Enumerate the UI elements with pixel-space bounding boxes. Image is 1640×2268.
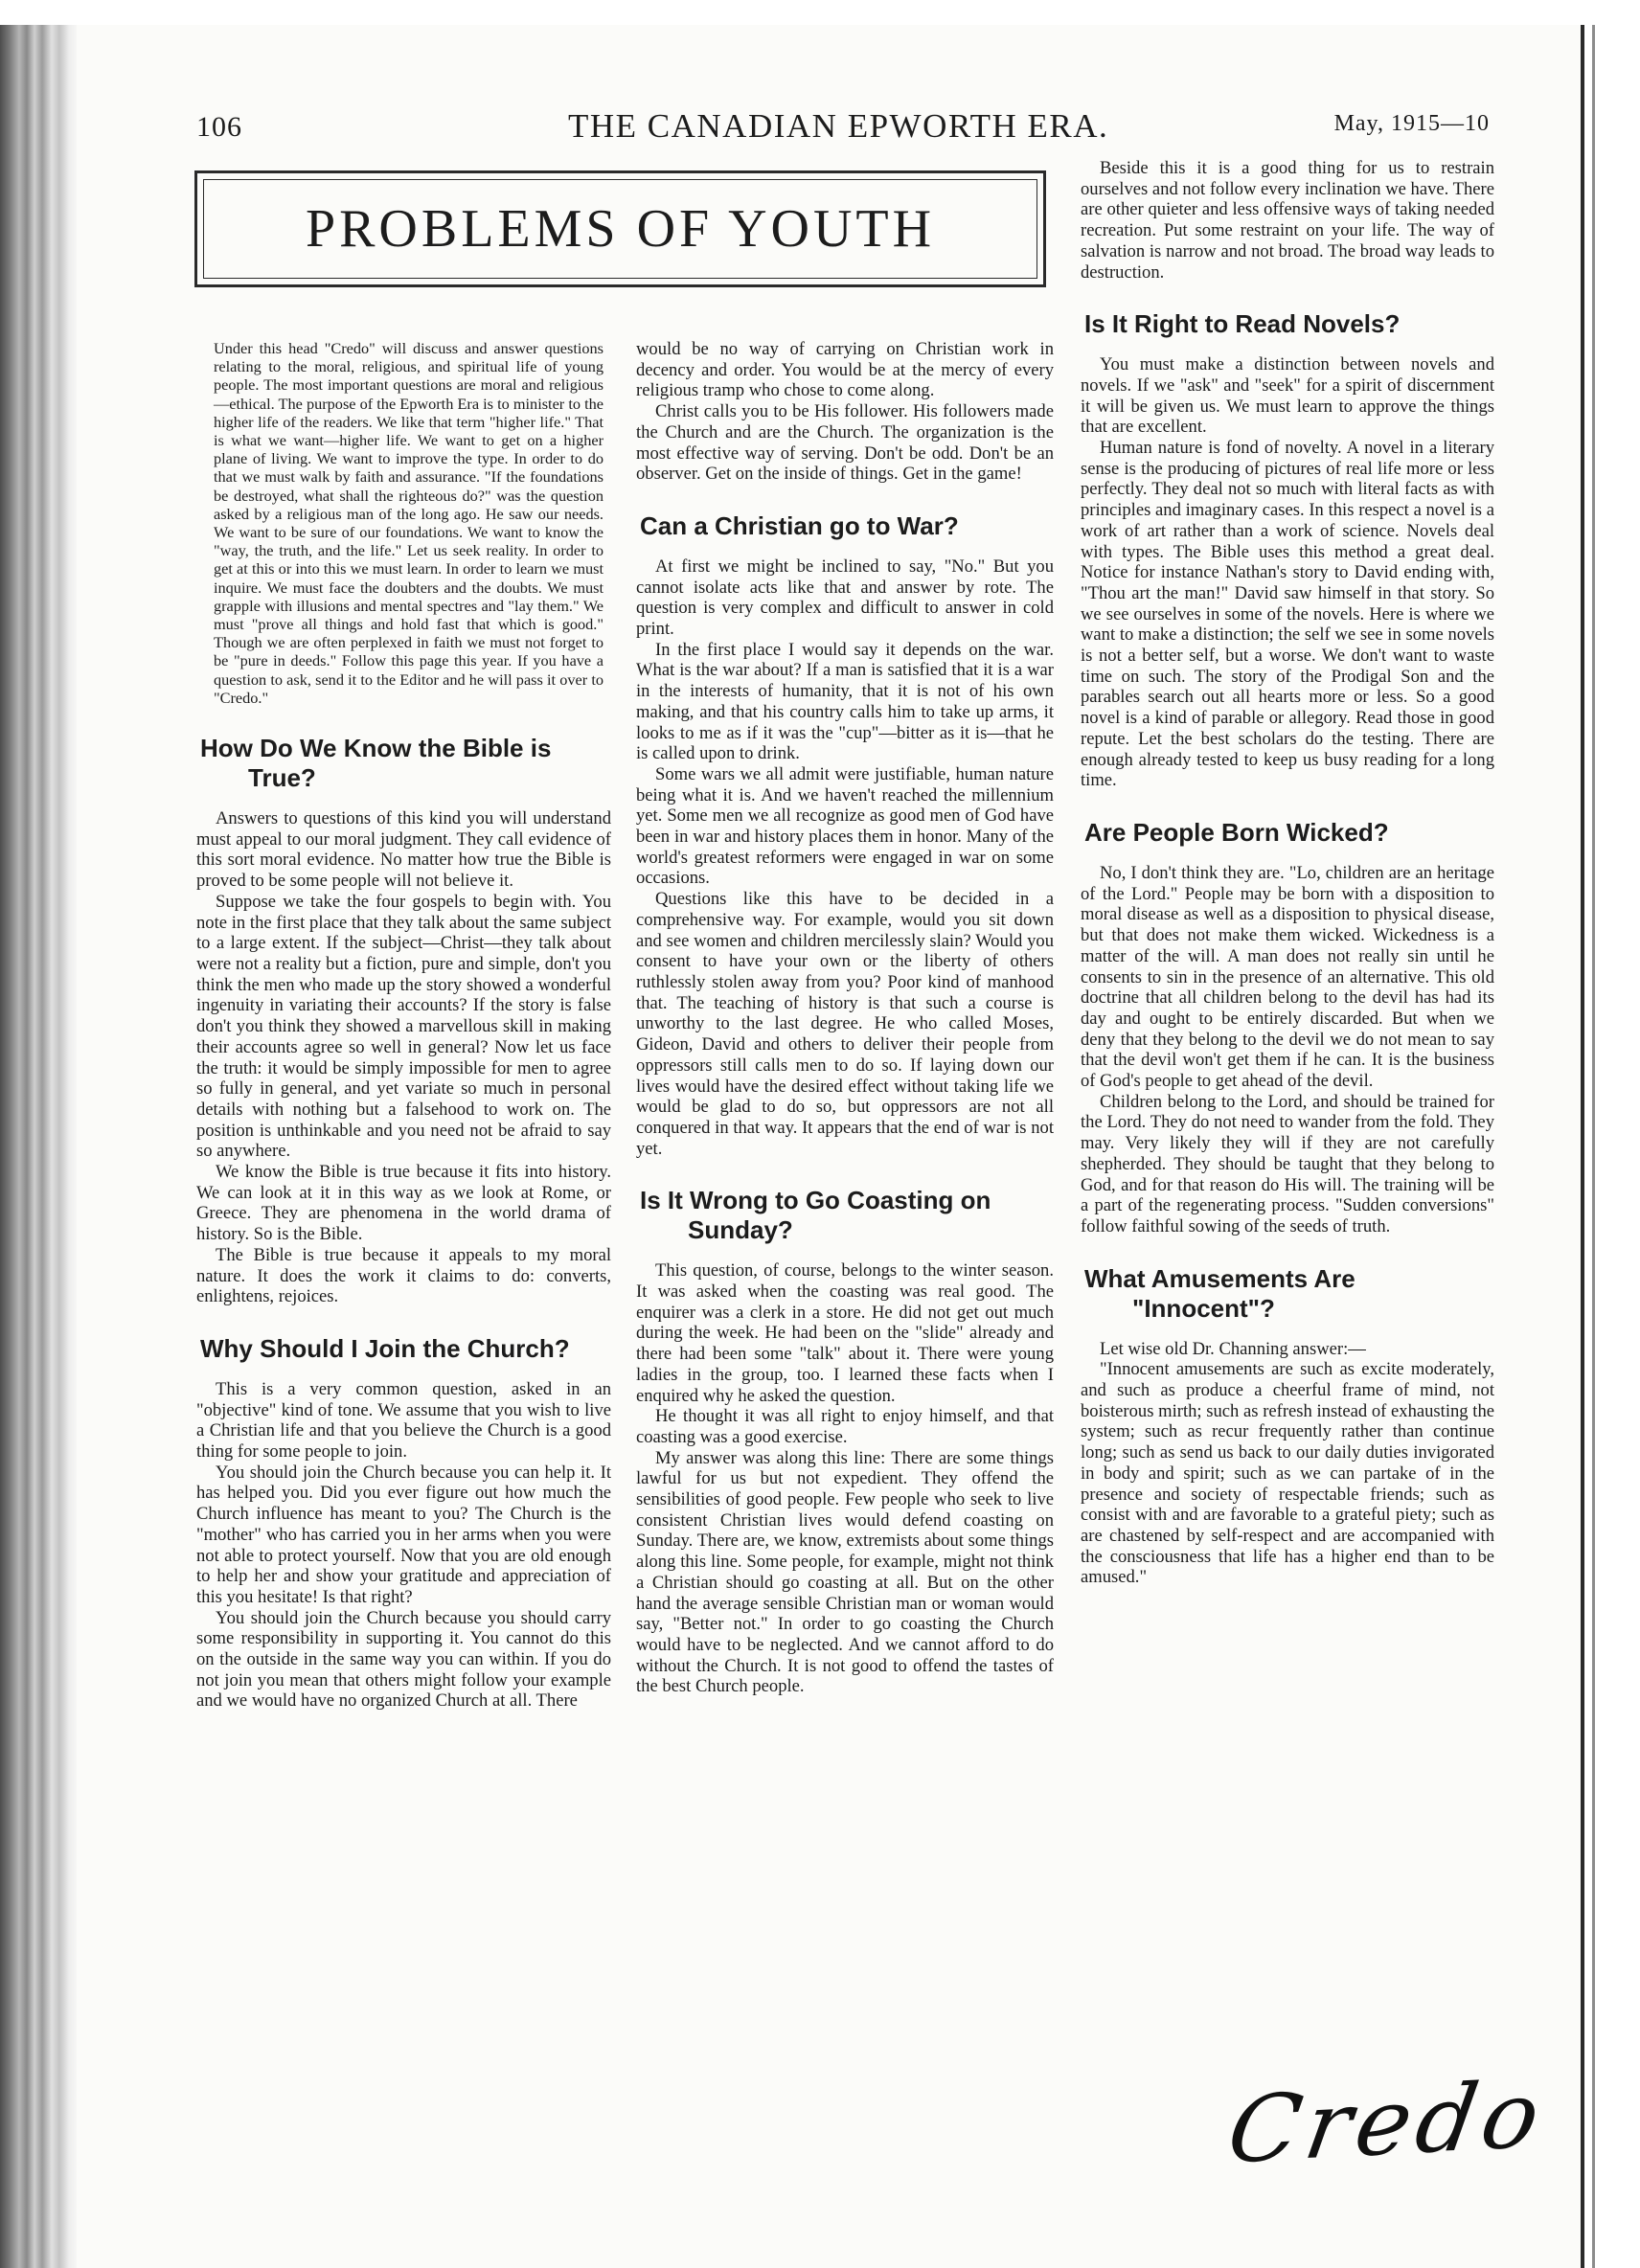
journal-title: THE CANADIAN EPWORTH ERA.	[568, 107, 1109, 145]
heading-christian-war: Can a Christian go to War?	[640, 510, 959, 540]
paragraph: Questions like this have to be decided in a comprehensive way. For example, would you sit down and see women and children mercilessly slain? Would you consent to have your own or the liberty of others ruthlessly stolen away from you? Poor kind of manhood that. The teaching of history is that such a course is unworthy to the last degree. He who called Moses, Gideon, David and others to deliver their people from oppressors still calls men to do so. If laying down our lives would have the desired effect without taking life we would be glad to do so, but oppressors are not all conquered in that way. It appears that the end of war is not yet.	[636, 889, 1054, 1159]
heading-bible-true: How Do We Know the Bible is True?	[200, 734, 552, 793]
page-number: 106	[196, 111, 242, 143]
paragraph: Let wise old Dr. Channing answer:—	[1100, 1338, 1366, 1359]
heading-born-wicked: Are People Born Wicked?	[1084, 817, 1389, 847]
paragraph: You should join the Church because you should carry some responsibility in supporting it. You cannot do this on the outside in the same way you can within. If you do not join you mean that others might follow your example and we would have no organized Church at all. There	[196, 1607, 611, 1712]
paragraph: "Innocent amusements are such as excite moderately, and such as produce a cheerful frame of mind, not boisterous mirth; such as refresh instead of exhausting the system; such as recur frequently rather than continue long; such as send us back to our daily duties invigorated in body and spirit; such as we can partake of in the presence and society of respectable friends; such as consist with and are favorable to a grateful piety; such as are chastened by self-respect and are accompanied with the consciousness that life has a higher end than to be amused."	[1081, 1359, 1494, 1588]
paragraph: Children belong to the Lord, and should be trained for the Lord. They do not need to wander from the fold. They may. Very likely they will if they are not carefully shepherded. They should be taught that they belong to God, and for that reason do His will. The training will be a part of the regenerating process. "Sudden conversions" follow faithful sowing of the seeds of truth.	[1081, 1091, 1494, 1236]
column-3	[1081, 158, 1494, 1588]
paragraph: Human nature is fond of novelty. A novel in a literary sense is the producing of pictures of real life more or less perfectly. They deal not so much with literal facts as with principles and imaginary cases. In this respect a novel is a work of art rather than a work of science. Novels deal with types. The Bible uses this method a great deal. Notice for instance Nathan's story to David ending with, "Thou art the man!" David saw himself in that story. So we see ourselves in some of the novels. Here is where we want to make a distinction; the self we see in some novels is not a better self, but a worse. We don't want to waste time on such. The story of the Prodigal Son and the parables search out all hearts more or less. So a good novel is a kind of parable or allegory. Read those in good repute. Let the best scholars do the testing. There are enough already tested to keep us busy reading for a long time.	[1081, 438, 1494, 791]
paragraph: Christ calls you to be His follower. His followers made the Church and are the Church. The organization is the most effective way of serving. Don't be odd. Don't be an observer. Get on the inside of things. Get in the game!	[636, 401, 1054, 485]
heading-coasting-sunday: Is It Wrong to Go Coasting on Sunday?	[640, 1186, 991, 1245]
heading-join-church: Why Should I Join the Church?	[200, 1333, 570, 1363]
issue-date: May, 1915—10	[1333, 111, 1490, 136]
page-top-edge	[0, 0, 1640, 25]
paragraph: My answer was along this line: There are some things lawful for us but not expedient. They offend the sensibilities of good people. Few people who seek to live consistent Christian lives would defend coasting on Sunday. There are, we know, extremists about some things along this line. Some people, for example, might not think a Christian should go coasting at all. But on the other hand the average sensible Christian man or woman would say, "Better not." In order to go coasting the Church would have to be neglected. And we cannot afford to do without the Church. It is not good to offend the tastes of the best Church people.	[636, 1447, 1054, 1697]
section-title-inner-border	[203, 179, 1037, 279]
paragraph: This question, of course, belongs to the winter season. It was asked when the coasting was real good. The enquirer was a clerk in a store. He did not get out much during the week. He had been on the "slide" already and there had been some "talk" about it. There were young ladies in the group, too. I learned these facts when I enquired why he asked the question.	[636, 1260, 1054, 1406]
intro-paragraph	[214, 339, 604, 707]
heading-innocent-amusements: What Amusements Are "Innocent"?	[1084, 1263, 1355, 1323]
column-2	[636, 339, 1054, 1697]
heading-read-novels: Is It Right to Read Novels?	[1084, 309, 1401, 339]
section-title-box	[194, 170, 1046, 287]
paragraph: In the first place I would say it depends on the war. What is the war about? If a man is satisfied that it is a war in the interests of humanity, that it is not of his own making, and that his country calls him to take up arms, it looks to me as if it was the "cup"—bitter as it is—that he is called upon to drink.	[636, 639, 1054, 764]
paragraph: He thought it was all right to enjoy himself, and that coasting was a good exercise.	[636, 1406, 1054, 1447]
page-header	[196, 107, 1490, 146]
paragraph: This is a very common question, asked in an "objective" kind of tone. We assume that you wish to live a Christian life and that you believe the Church is a good thing for some people to join.	[196, 1378, 611, 1463]
paragraph: would be no way of carrying on Christian work in decency and order. You would be at the mercy of every religious tramp who chose to come along.	[636, 339, 1054, 401]
book-spine	[0, 0, 77, 2268]
paragraph: Some wars we all admit were justifiable, human nature being what it is. And we haven't reached the millennium yet. Some men we all recognize as good men of God have been in war and history places them in honor. Many of the world's greatest reformers were engaged in war on some occasions.	[636, 763, 1054, 889]
paragraph: No, I don't think they are. "Lo, children are an heritage of the Lord." People may be born with a disposition to moral disease as well as a disposition to physical disease, but that does not make them wicked. Wickedness is a matter of the will. A man does not really sin until he consents to sin in the presence of an alternative. This old doctrine that all children belong to the devil has had its day and ought to be entirely discarded. But when we deny that they belong to the devil we do not mean to say that the devil won't get them if he can. It is the business of God's people to get ahead of the devil.	[1081, 862, 1494, 1092]
paragraph: Answers to questions of this kind you will understand must appeal to our moral judgment. They call evidence of this sort moral evidence. No matter how true the Bible is proved to be some people will not believe it.	[196, 808, 611, 892]
paragraph: You should join the Church because you can help it. It has helped you. Did you ever figure out how much the Church influence has meant to you? The Church is the "mother" who has carried you in her arms when you were not able to protect yourself. Now that you are old enough to help her and show your gratitude and appreciation of this you hesitate! Is that right?	[196, 1462, 611, 1607]
intro-text: Under this head "Credo" will discuss and answer questions relating to the moral, religious, and spiritual life of young people. The most important questions are moral and religious—ethical. The purpose of the Epworth Era is to minister to the higher life of the readers. We like that term "higher life." That is what we want—higher life. We want to get on a higher plane of living. We want to improve the type. In order to do that we must walk by faith and assurance. "If the foundations be destroyed, what shall the righteous do?" was the question asked by a religious man of the long ago. He saw our needs. We want to be sure of our foundations. We want to know the "way, the truth, and the life." Let us seek reality. In order to get at this or into this we must learn. In order to learn we must inquire. We must face the doubters and the doubts. We must grapple with illusions and mental spectres and "lay them." We must "prove all things and hold fast that which is good." Though we are often perplexed in faith we must not forget to be "pure in deeds." Follow this page this year. If you have a question to ask, send it to the Editor and he will pass it over to "Credo."	[214, 339, 604, 707]
paragraph: At first we might be inclined to say, "No." But you cannot isolate acts like that and answer by rote. The question is very complex and difficult to answer in cold print.	[636, 556, 1054, 640]
column-1	[196, 339, 611, 1712]
paragraph: Beside this it is a good thing for us to restrain ourselves and not follow every inclination we have. There are other quieter and less offensive ways of taking needed recreation. Put some restraint on your life. The way of salvation is narrow and not broad. The broad way leads to destruction.	[1081, 158, 1494, 283]
section-title: PROBLEMS OF YOUTH	[305, 199, 936, 259]
paragraph: You must make a distinction between novels and novels. If we "ask" and "seek" for a spirit of discernment it will be given us. We must learn to approve the things that are excellent.	[1081, 354, 1494, 438]
paragraph: Suppose we take the four gospels to begin with. You note in the first place that they talk about the same subject to a large extent. If the subject—Christ—they talk about were not a reality but a fiction, pure and simple, don't you think the men who made up the story showed a wonderful ingenuity in variating their accounts? If the story is false don't you think they showed a marvellous skill in making their accounts agree so well in general? Now let us face the truth: it would be simply impossible for men to agree so fully in general, and yet variate so much in personal details with nothing but a falsehood to work on. The position is unthinkable and you need not be afraid to say so anywhere.	[196, 891, 611, 1162]
paragraph: We know the Bible is true because it fits into history. We can look at it in this way as we look at Rome, or Greece. They are phenomena in the world drama of history. So is the Bible.	[196, 1162, 611, 1245]
next-page-edge	[1581, 25, 1640, 2268]
credo-signature: Credo	[1220, 2060, 1553, 2185]
paragraph: The Bible is true because it appeals to my moral nature. It does the work it claims to do: converts, enlightens, rejoices.	[196, 1244, 611, 1307]
